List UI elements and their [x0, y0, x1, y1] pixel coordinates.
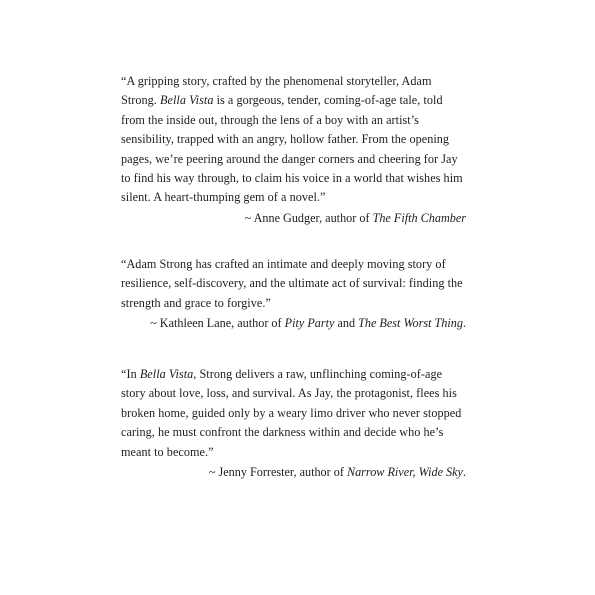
blurb-attribution	[121, 463, 466, 482]
blurb-quote	[121, 365, 466, 462]
blurb-attribution	[121, 314, 466, 333]
quote-text: “In	[121, 367, 140, 381]
blurb-anne-gudger	[121, 72, 466, 228]
quote-text: “Adam Strong has crafted an intimate and deeply moving story of resilience, self-discovery, and the ultimate act of survival: finding the strength and grace to forgive.”	[121, 257, 463, 310]
author-book-title: Pity Party	[284, 316, 335, 331]
attribution-text: and	[334, 316, 359, 331]
blurb-kathleen-lane	[121, 255, 466, 334]
quote-text: is a gorgeous, tender, coming-of-age tale, told from the inside out, through the lens of a boy with an artist’s sensibility, trapped with an angry, hollow father. From the opening pages, we’re peering around the danger corners and cheering for Jay to find his way through, to claim his voice in a world that wishes him silent. A heart-thumping gem of a novel.”	[121, 93, 463, 205]
attribution-text: .	[462, 316, 466, 331]
blurb-quote	[121, 72, 466, 208]
quote-text: “A gripping story, crafted by the phenomenal storyteller, Adam Strong.	[121, 74, 432, 108]
author-book-title: The Fifth Chamber	[372, 210, 466, 225]
book-title: Bella Vista	[160, 93, 214, 108]
quote-text: , Strong delivers a raw, unflinching coming-of-age story about love, loss, and survival. As Jay, the protagonist, flees his broken home, guided only by a weary limo driver who never stopped caring, he must confront the darkness within and decide who he’s meant to become.”	[121, 367, 462, 459]
blurb-jenny-forrester	[121, 365, 466, 482]
attribution-text: .	[462, 465, 466, 480]
book-title: Bella Vista	[139, 367, 194, 381]
attribution-text: ~ Anne Gudger, author of	[244, 210, 373, 225]
blurb-quote	[121, 255, 466, 313]
attribution-text: ~ Kathleen Lane, author of	[150, 316, 285, 331]
attribution-text: ~ Jenny Forrester, author of	[208, 465, 347, 480]
author-book-title: The Best Worst Thing	[358, 316, 463, 331]
blurb-attribution	[121, 209, 466, 228]
author-book-title: Narrow River, Wide Sky	[346, 465, 463, 480]
